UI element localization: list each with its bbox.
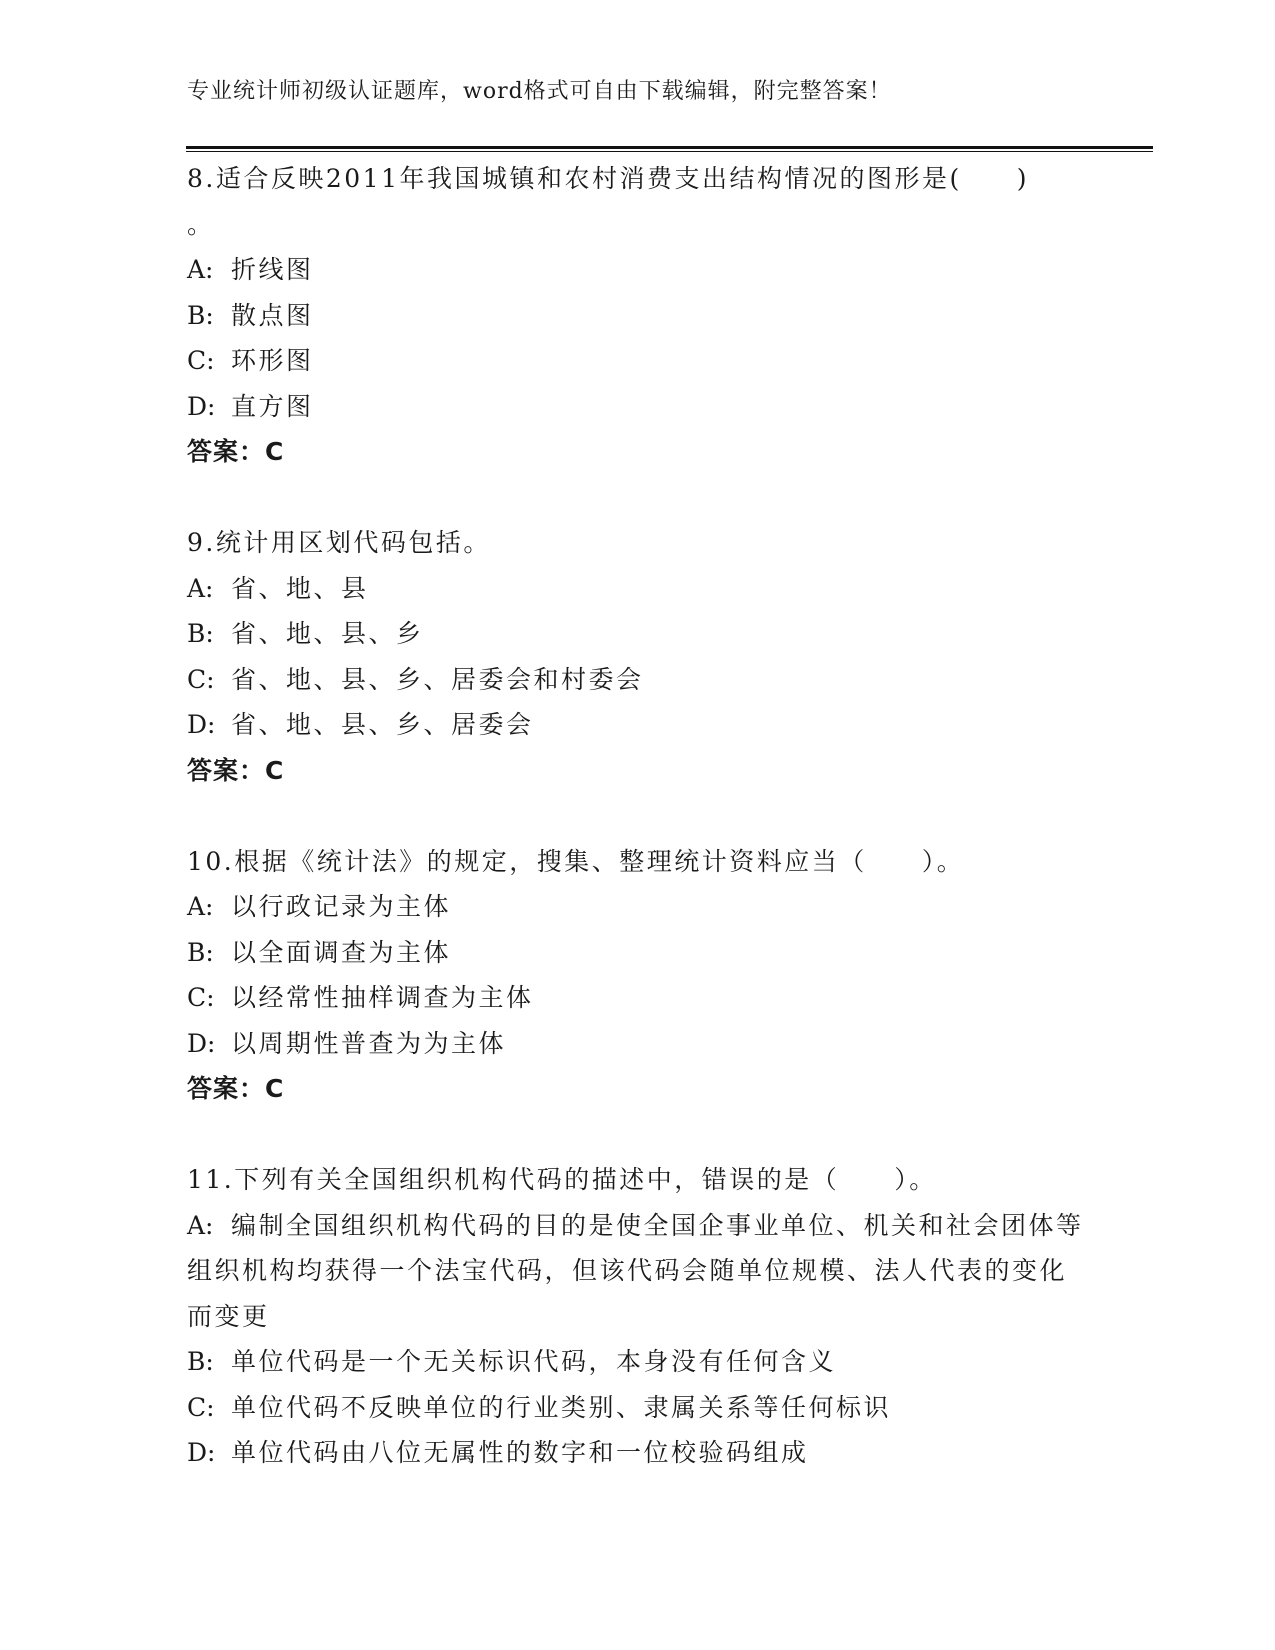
option-a [187, 247, 1087, 293]
question-stem-tail: 。 [187, 209, 215, 239]
option-d [187, 1430, 1087, 1476]
option-letter: C: [187, 346, 215, 375]
option-letter: A: [187, 892, 214, 921]
option-text: 省、地、县、乡 [231, 619, 424, 648]
option-d [187, 702, 1087, 748]
option-text: 以经常性抽样调查为主体 [231, 983, 534, 1012]
option-text: 折线图 [231, 255, 314, 284]
header-divider [186, 146, 1153, 152]
option-letter: A: [187, 573, 214, 603]
option-d [187, 1021, 1087, 1067]
option-a [187, 566, 1087, 612]
option-c [187, 1385, 1087, 1431]
option-c [187, 975, 1087, 1021]
question-stem: 11.下列有关全国组织机构代码的描述中，错误的是（ ）。 [187, 1165, 937, 1194]
option-letter: B: [187, 300, 214, 330]
option-letter: D: [187, 1438, 216, 1467]
option-text: 以全面调查为主体 [231, 937, 452, 967]
option-a [187, 1203, 1087, 1340]
answer-line: 答案：C [187, 755, 285, 785]
question-stem: 8.适合反映2011年我国城镇和农村消费支出结构情况的图形是( ) [187, 164, 1029, 193]
option-letter: C: [187, 664, 215, 694]
page-header: 专业统计师初级认证题库，word格式可自由下载编辑，附完整答案！ [187, 79, 892, 104]
question-stem: 10.根据《统计法》的规定，搜集、整理统计资料应当（ ）。 [187, 846, 965, 876]
answer-line: 答案：C [187, 437, 285, 466]
option-text: 环形图 [231, 346, 314, 375]
option-letter: A: [187, 255, 214, 284]
option-text: 单位代码是一个无关标识代码，本身没有任何含义 [231, 1347, 837, 1376]
option-text: 省、地、县 [231, 573, 369, 603]
question-stem: 9.统计用区划代码包括。 [187, 528, 491, 557]
option-text: 以行政记录为主体 [231, 892, 452, 921]
option-text: 省、地、县、乡、居委会和村委会 [231, 664, 644, 694]
option-letter: B: [187, 1347, 214, 1376]
option-text: 编制全国组织机构代码的目的是使全国企事业单位、机关和社会团体等组织机构均获得一个法宝代码，但该代码会随单位规模、法人代表的变化而变更 [187, 1210, 1084, 1331]
option-text: 散点图 [231, 300, 314, 330]
answer-line: 答案：C [187, 1074, 285, 1103]
option-letter: C: [187, 983, 215, 1012]
question-8 [187, 156, 1087, 475]
option-text: 单位代码不反映单位的行业类别、隶属关系等任何标识 [231, 1392, 892, 1422]
option-letter: C: [187, 1392, 215, 1422]
option-a [187, 884, 1087, 930]
option-text: 省、地、县、乡、居委会 [231, 710, 534, 739]
option-c [187, 338, 1087, 384]
option-c [187, 657, 1087, 703]
option-letter: B: [187, 937, 214, 967]
option-b [187, 293, 1087, 339]
question-10 [187, 839, 1087, 1112]
option-b [187, 1339, 1087, 1385]
option-letter: B: [187, 619, 214, 648]
option-letter: D: [187, 1028, 216, 1058]
option-b [187, 930, 1087, 976]
option-text: 直方图 [231, 391, 314, 421]
question-9 [187, 520, 1087, 793]
option-letter: A: [187, 1210, 214, 1240]
option-text: 以周期性普查为为主体 [231, 1028, 507, 1058]
option-b [187, 611, 1087, 657]
question-list [187, 156, 1087, 1476]
option-letter: D: [187, 710, 216, 739]
option-text: 单位代码由八位无属性的数字和一位校验码组成 [231, 1438, 809, 1467]
option-d [187, 384, 1087, 430]
option-letter: D: [187, 391, 216, 421]
question-11 [187, 1157, 1087, 1476]
